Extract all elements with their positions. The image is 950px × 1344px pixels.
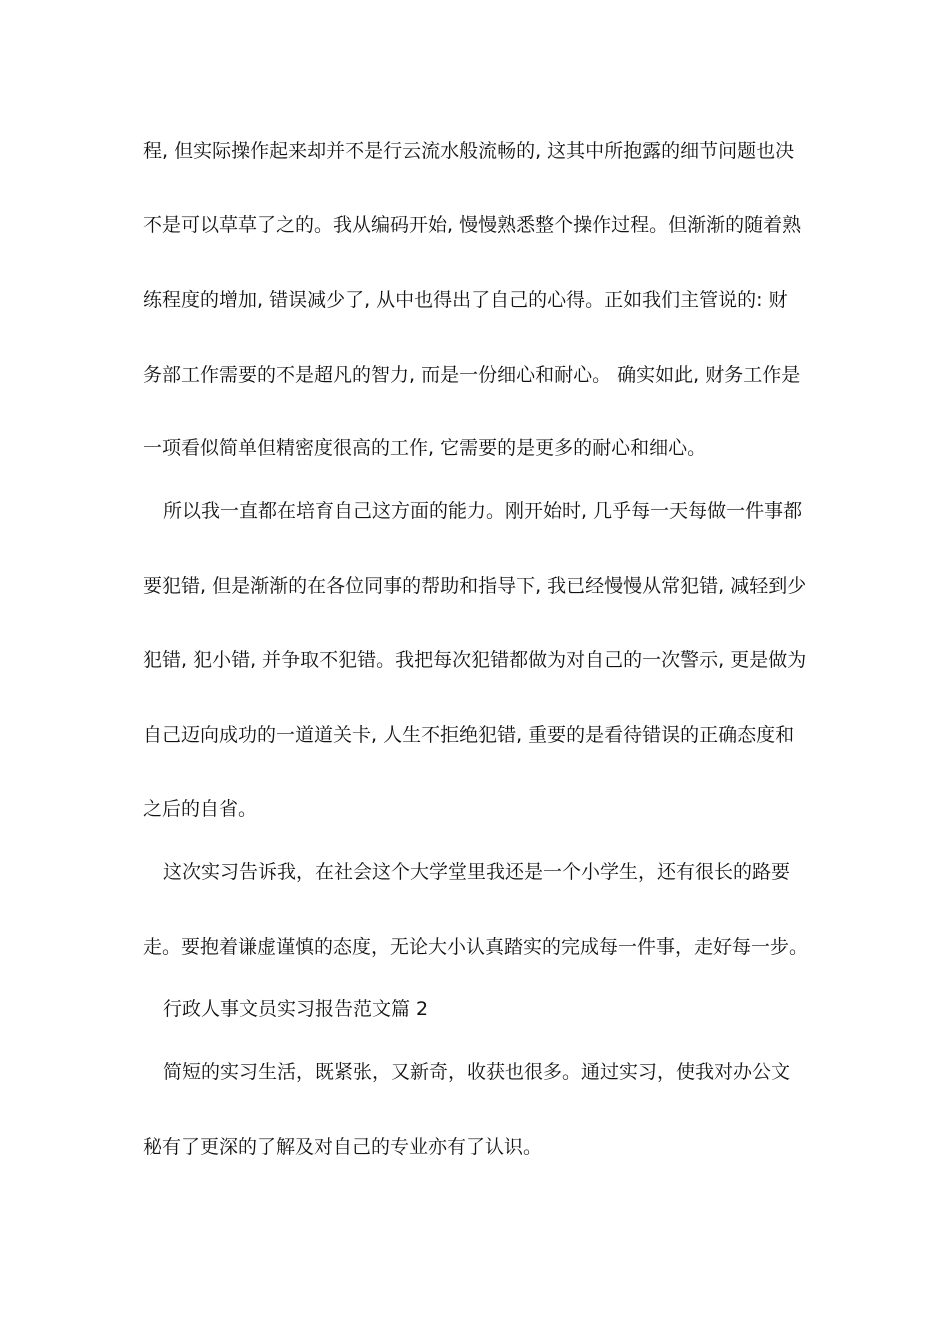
paragraph-line: 程, 但实际操作起来却并不是行云流水般流畅的, 这其中所抱露的细节问题也决: [143, 140, 795, 162]
section-heading: 行政人事文员实习报告范文篇 2: [163, 998, 429, 1020]
paragraph-line: 所以我一直都在培育自己这方面的能力。刚开始时, 几乎每一天每做一件事都: [163, 500, 803, 522]
paragraph-line: 一项看似简单但精密度很高的工作, 它需要的是更多的耐心和细心。: [143, 437, 707, 459]
paragraph-line: 练程度的增加, 错误减少了, 从中也得出了自己的心得。正如我们主管说的: 财: [143, 289, 788, 311]
paragraph-line: 不是可以草草了之的。我从编码开始, 慢慢熟悉整个操作过程。但渐渐的随着熟: [143, 214, 802, 236]
paragraph-line: 秘有了更深的了解及对自己的专业亦有了认识。: [143, 1136, 543, 1158]
paragraph-line: 简短的实习生活，既紧张，又新奇，收获也很多。通过实习，使我对办公文: [163, 1061, 791, 1083]
paragraph-line: 自己迈向成功的一道道关卡, 人生不拒绝犯错, 重要的是看待错误的正确态度和: [143, 724, 795, 746]
paragraph-line: 之后的自省。: [143, 798, 258, 820]
paragraph-line: 务部工作需要的不是超凡的智力, 而是一份细心和耐心。 确实如此, 财务工作是: [143, 364, 801, 386]
paragraph-line: 要犯错, 但是渐渐的在各位同事的帮助和指导下, 我已经慢慢从常犯错, 减轻到少: [143, 575, 807, 597]
paragraph-line: 走。要抱着谦虚谨慎的态度，无论大小认真踏实的完成每一件事，走好每一步。: [143, 936, 809, 958]
paragraph-line: 犯错, 犯小错, 并争取不犯错。我把每次犯错都做为对自己的一次警示, 更是做为: [143, 649, 807, 671]
paragraph-line: 这次实习告诉我，在社会这个大学堂里我还是一个小学生，还有很长的路要: [163, 861, 791, 883]
